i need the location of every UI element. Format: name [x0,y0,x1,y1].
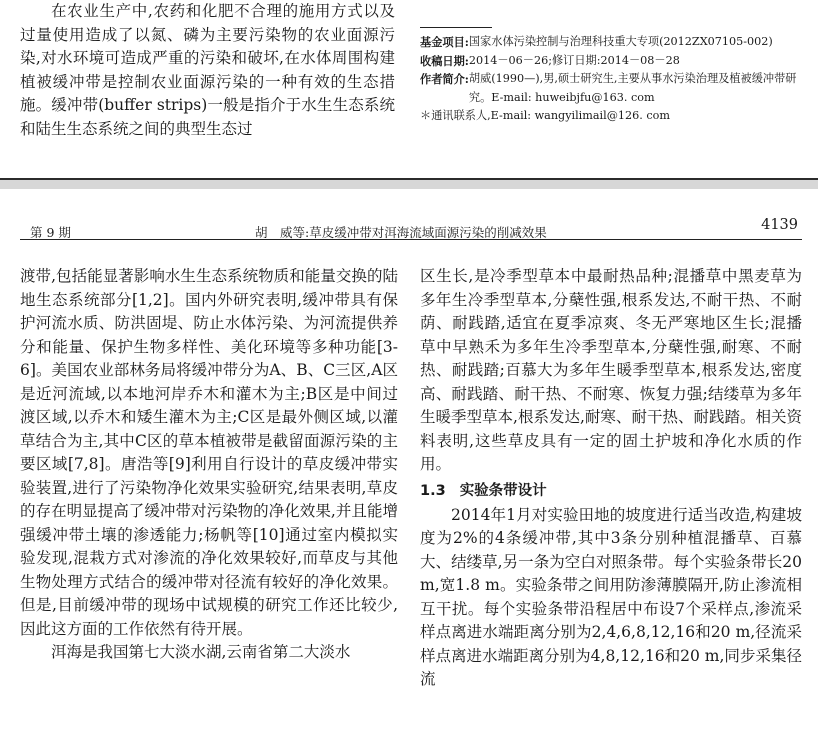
date-label: 收稿日期: [420,53,469,68]
left-paragraph-2: 洱海是我国第七大淡水湖,云南省第二大淡水 [51,643,351,661]
footnote-rule [420,27,492,28]
date-text: 2014－06－26;修订日期:2014－08－28 [468,53,680,67]
previous-page-paragraph: 在农业生产中,农药和化肥不合理的施用方式以及过量使用造成了以氮、磷为主要污染物的农业面源污染,对水环境可造成严重的污染和破坏,在水体周围构建植被缓冲带是控制农业面源污染的一种有效的生态措施。缓冲带(buffer strips)一般是指介于水生生态系统和陆生生态系统之间的典型生态过 [20,2,395,138]
fund-label: 基金项目: [420,35,469,49]
journal-page [0,189,818,735]
left-column [20,265,398,665]
running-title: 胡 威等:草皮缓冲带对洱海流域面源污染的削减效果 [255,225,547,240]
right-paragraph-2: 2014年1月对实验田地的坡度进行适当改造,构建坡度为2%的4条缓冲带,其中3条分别种植混播草、百慕大、结缕草,另一条为空白对照条带。每个实验条带长20 m,宽1.8 m。实验条带之间用防渗薄膜隔开,防止渗流相互干扰。每个实验条带沿程居中布设7个采样点,渗流采样点离进水端距离分别为2,4,6,8,12,16和20 m,径流采样点离进水端距离分别为4,8,12,16和20 m,同步采集径流 [420,505,802,688]
fund-text: 国家水体污染控制与治理科技重大专项(2012ZX07105-002) [468,35,773,48]
footnote-corresponding [420,107,805,126]
issue-label: 第 9 期 [30,225,71,240]
page-number: 4139 [761,217,798,233]
footnote-fund [420,33,805,52]
running-head [20,217,802,240]
footnote-dates [420,52,805,71]
page-divider [0,178,818,189]
right-paragraph-1: 区生长,是冷季型草本中最耐热品种;混播草中黑麦草为多年生冷季型草本,分蘖性强,根系发达,不耐干热、不耐荫、耐践踏,适宜在夏季凉爽、冬无严寒地区生长;混播草中早熟禾为多年生冷季型草本,分蘖性强,耐寒、不耐热、耐践踏;百慕大为多年生暖季型草本,根系发达,密度高、耐践踏、耐干热、不耐寒、恢复力强;结缕草为多年生暖季型草本,根系发达,耐寒、耐干热、耐践踏。相关资料表明,这些草皮具有一定的固土护坡和净化水质的作用。 [420,267,802,473]
footnote-author [420,70,805,107]
section-title: 实验条带设计 [459,482,547,499]
footnotes [420,33,805,126]
right-column [420,265,802,692]
author-text: 胡威(1990—),男,硕士研究生,主要从事水污染治理及植被缓冲带研究。E-mail: huweibjfu@163. com [468,72,797,104]
previous-page-fragment [0,0,818,178]
section-number: 1.3 [420,482,446,499]
left-paragraph-1: 渡带,包括能显著影响水生生态系统物质和能量交换的陆地生态系统部分[1,2]。国内外研究表明,缓冲带具有保护河流水质、防洪固堤、防止水体污染、为河流提供养分和能量、保护生物多样性、美化环境等多种功能[3-6]。美国农业部林务局将缓冲带分为A、B、C三区,A区是近河流域,以本地河岸乔木和灌木为主;B区是中间过渡区域,以乔木和矮生灌木为主;C区是最外侧区域,以灌草结合为主,其中C区的草本植被带是截留面源污染的主要区域[7,8]。唐浩等[9]利用自行设计的草皮缓冲带实验装置,进行了污染物净化效果实验研究,结果表明,草皮的存在明显提高了缓冲带对污染物的净化效果,并且能增强缓冲带土壤的渗透能力;杨帆等[10]通过室内模拟实验发现,混栽方式对渗流的净化效果较好,而草皮与其他生物处理方式结合的缓冲带对径流有较好的净化效果。但是,目前缓冲带的现场中试规模的研究工作还比较少,因此这方面的工作依然有待开展。 [20,267,398,638]
author-label: 作者简介: [420,72,469,86]
section-heading [420,479,802,504]
corresponding-author: ＊通讯联系人,E-mail: wangyilimail@126. com [420,109,670,122]
previous-page-left-column [20,0,395,141]
